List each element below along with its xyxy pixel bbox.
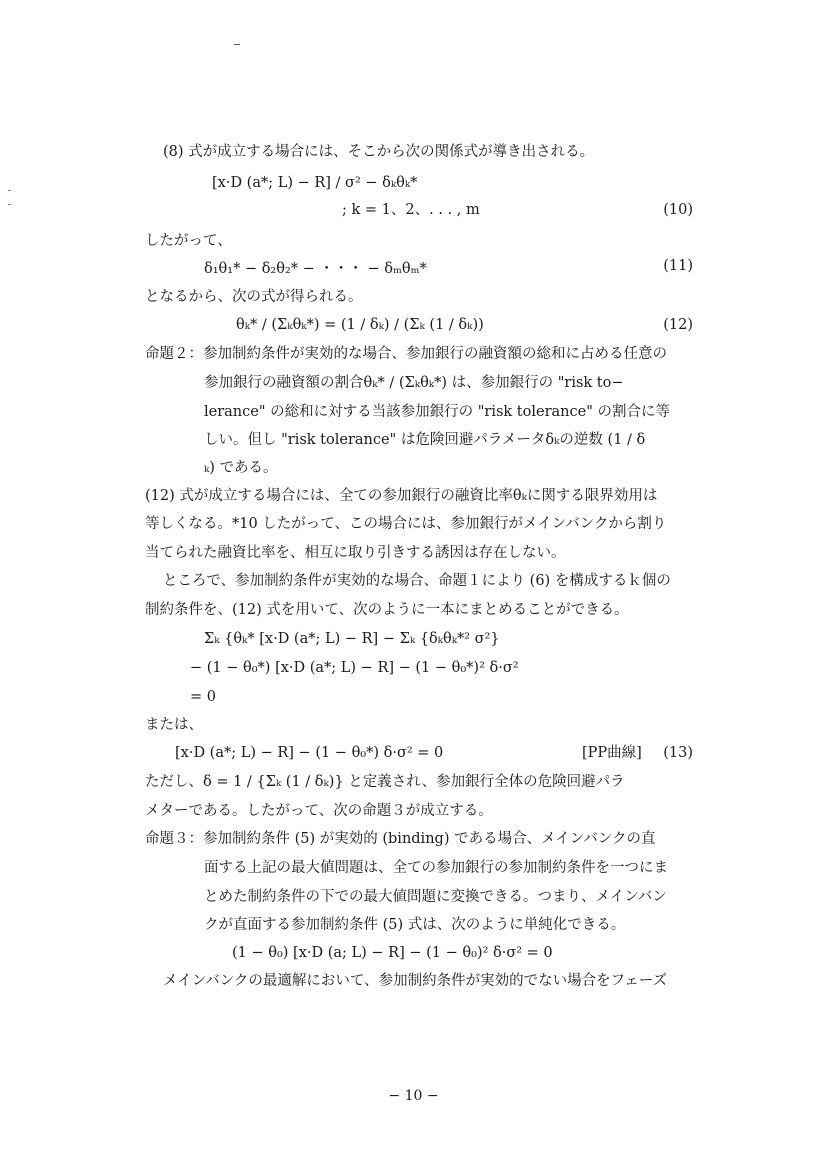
equation-line: Σₖ {θₖ* [x·D (a*; L) − R] − Σₖ {δₖθₖ*² σ²} [204, 631, 500, 647]
equation-line: = 0 [190, 689, 216, 705]
text-line: しい。但し "risk tolerance" は危険回避パラメータδₖの逆数 (1 ∕ δ [204, 432, 646, 448]
equation-line: [x·D (a*; L) − R] ∕ σ² − δₖθₖ* [212, 175, 418, 191]
text-line: または、 [145, 717, 203, 733]
text-line: ただし、δ = 1 ∕ {Σₖ (1 ∕ δₖ)} と定義され、参加銀行全体の危険回避パラ [145, 774, 625, 790]
text-line: (12) 式が成立する場合には、全ての参加銀行の融資比率θₖに関する限界効用は [145, 488, 658, 504]
scan-mark [234, 44, 240, 45]
text-line: メターである。したがって、次の命題３が成立する。 [145, 803, 493, 819]
text-line: 面する上記の最大値問題は、全ての参加銀行の参加制約条件を一つにま [204, 860, 668, 876]
equation-number: (10) [663, 202, 693, 218]
proposition-2: 命題２：参加制約条件が実効的な場合、参加銀行の融資額の総和に占める任意の [145, 346, 667, 362]
page-number: − 10 − [388, 1088, 439, 1104]
text-line: 制約条件を、(12) 式を用いて、次のように一本にまとめることができる。 [145, 602, 629, 618]
text-line: lerance" の総和に対する当該参加銀行の "risk tolerance" の割合に等 [204, 404, 670, 420]
equation-line: [x·D (a*; L) − R] − (1 − θ₀*) δ·σ² = 0 [175, 745, 444, 761]
equation-line: (1 − θ₀) [x·D (a; L) − R] − (1 − θ₀)² δ·σ² = 0 [232, 945, 553, 961]
text-line: メインバンクの最適解において、参加制約条件が実効的でない場合をフェーズ [163, 973, 668, 989]
text-line: ところで、参加制約条件が実効的な場合、命題１により (6) を構成するｋ個の [163, 573, 671, 589]
text-line: となるから、次の式が得られる。 [145, 289, 363, 305]
text-line: (8) 式が成立する場合には、そこから次の関係式が導き出される。 [163, 144, 595, 160]
text-line: 等しくなる。*10 したがって、この場合には、参加銀行がメインバンクから割り [145, 516, 667, 532]
equation-line: − (1 − θ₀*) [x·D (a*; L) − R] − (1 − θ₀*)² δ·σ² [190, 660, 519, 676]
equation-number: (11) [663, 258, 693, 274]
text-line: したがって、 [145, 233, 232, 249]
equation-line: θₖ* ∕ (Σₖθₖ*) = (1 ∕ δₖ) ∕ (Σₖ (1 ∕ δₖ)) [236, 317, 484, 333]
text-line: 参加銀行の融資額の割合θₖ* ∕ (Σₖθₖ*) は、参加銀行の "risk to− [204, 375, 624, 391]
equation-line: ; k = 1、2、. . . , m [342, 202, 480, 218]
text-line: クが直面する参加制約条件 (5) 式は、次のように単純化できる。 [204, 917, 626, 933]
equation-number: (12) [663, 317, 693, 333]
scan-tick [8, 190, 11, 191]
equation-line: δ₁θ₁* − δ₂θ₂* − ・・・ − δₘθₘ* [204, 261, 427, 277]
text-line: 当てられた融資比率を、相互に取り引きする誘因は存在しない。 [145, 545, 566, 561]
proposition-3: 命題３：参加制約条件 (5) が実効的 (binding) である場合、メインバンクの直 [145, 831, 656, 847]
equation-number: (13) [663, 745, 693, 761]
pp-curve-label: [PP曲線] [582, 745, 642, 761]
text-line: とめた制約条件の下での最大値問題に変換できる。つまり、メインバン [204, 889, 667, 905]
text-line: ₖ) である。 [204, 460, 278, 476]
scan-tick [8, 204, 11, 205]
